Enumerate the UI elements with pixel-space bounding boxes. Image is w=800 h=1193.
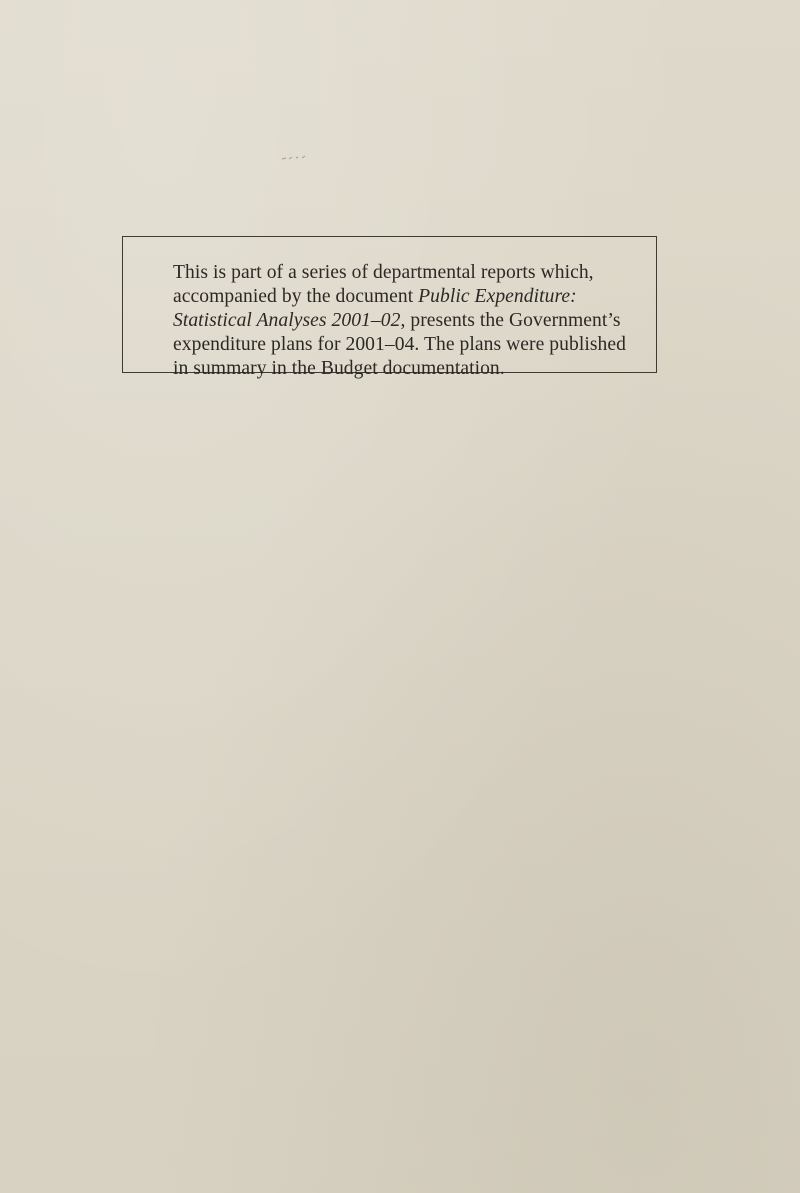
notice-text-before-title: This is part of a series of departmental reports which, accompanied by the document [173,262,594,307]
notice-document-title: Public Expenditure: Statistical Analyses 2001–02 [173,286,577,331]
notice-text-after-title: , presents the Government’s expenditure plans for 2001–04. The plans were published in summary in the Budget documentation. [173,310,626,379]
paper-speck-mark [280,152,320,162]
notice-box [122,236,657,379]
notice-paragraph [173,261,646,381]
